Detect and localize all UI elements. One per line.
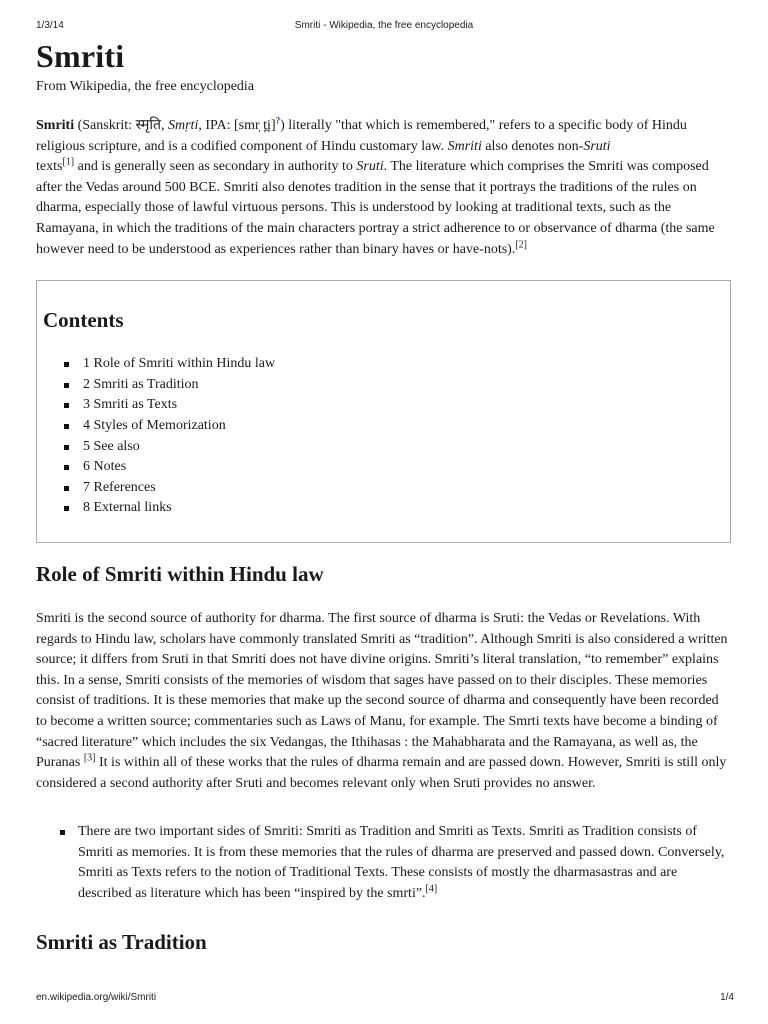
intro-italic: Smriti xyxy=(447,138,482,154)
toc-item-label: 1 Role of Smriti within Hindu law xyxy=(83,356,276,372)
bullet-icon xyxy=(64,465,69,470)
toc-item-label: 7 References xyxy=(83,479,156,495)
intro-term: Smriti xyxy=(36,118,75,133)
toc-item-label: 4 Styles of Memorization xyxy=(83,417,226,433)
section-paragraph xyxy=(36,609,733,794)
list-item-text: There are two important sides of Smriti: Smriti as Tradition and Smriti as Texts. Smriti as Tradition consists of Smriti as memories. It is from these memories that the rules of dharma are preserved and passed down. Conversely, Smriti as Texts refers to the notion of Traditional Texts. These consists of mostly the dharmasastras and are described as literature which has been “inspired by the smrti”. xyxy=(78,824,725,901)
transliteration: Smṛti xyxy=(168,118,199,133)
print-page-title: Smriti - Wikipedia, the free encyclopedia xyxy=(294,20,474,31)
section-heading-role: Role of Smriti within Hindu law xyxy=(36,562,324,586)
toc-item[interactable] xyxy=(62,354,275,375)
intro-text: ) literally "that which is remembered," refers to a specific body of Hindu religious scripture, and is a codified component of Hindu customary law. xyxy=(36,118,687,154)
reference-link-3[interactable]: [3] xyxy=(83,752,96,764)
reference-link-4[interactable]: [4] xyxy=(425,883,438,895)
list-item xyxy=(36,822,733,904)
toc-item-label: 2 Smriti as Tradition xyxy=(83,376,199,392)
intro-text: . The literature which comprises the Smriti was composed after the Vedas around 500 BCE. Smriti also denotes tradition in the sense that it portrays the traditions of the rules on dharma, especially those of lawful virtuous persons. This is understood by looking at traditional texts, such as the Ramayana, in which the traditions of the main characters portray a strict adherence to or observance of dharma (the same however need to be understood as experiences rather than binary haves or have-nots). xyxy=(36,159,715,257)
section-bullet-list xyxy=(36,822,733,904)
bullet-icon xyxy=(64,506,69,511)
bullet-icon xyxy=(64,486,69,491)
pronunciation-help-link[interactable]: ? xyxy=(275,115,281,126)
bullet-icon xyxy=(64,362,69,367)
paragraph-text: It is within all of these works that the rules of dharma remain and are passed down. However, Smriti is still only considered a second authority after Sruti and becomes relevant only when Sruti provides no answer. xyxy=(36,755,727,791)
article-title: Smriti xyxy=(36,38,125,74)
toc-item-label: 6 Notes xyxy=(83,459,127,475)
devanagari-word: स्मृति xyxy=(135,118,161,133)
toc-item[interactable] xyxy=(62,416,275,437)
toc-item[interactable] xyxy=(62,498,275,519)
toc-item[interactable] xyxy=(62,395,275,416)
intro-paragraph xyxy=(36,116,733,260)
toc-list xyxy=(62,354,275,519)
section-heading-tradition: Smriti as Tradition xyxy=(36,930,207,954)
table-of-contents xyxy=(36,280,731,543)
intro-text: texts xyxy=(36,159,63,175)
ipa-pronunciation: smr̩ t̪i xyxy=(238,118,271,133)
bullet-icon xyxy=(64,403,69,408)
intro-text: (Sanskrit: xyxy=(74,118,136,133)
toc-item-label: 5 See also xyxy=(83,438,140,454)
article xyxy=(36,36,733,954)
bullet-icon xyxy=(64,445,69,450)
toc-item[interactable] xyxy=(62,437,275,458)
intro-text: also denotes non- xyxy=(481,138,584,154)
print-footer xyxy=(0,992,768,1008)
paragraph-text: Smriti is the second source of authority for dharma. The first source of dharma is Sruti: the Vedas or Revelations. With regards to Hindu law, scholars have commonly translated Smriti as “tradition”. Although Smriti is also considered a written source; it differs from Sruti in that Smriti does not have divine origins. Smriti’s literal translation, “to remember” explains this. In a sense, Smriti consists of the memories of wisdom that sages have passed on to their disciples. These memories consist of traditions. It is these memories that make up the second source of dharma and consequently have been recorded to become a written source; commentaries such as Laws of Manu, for example. The Smrti texts have become a binding of “sacred literature” which includes the six Vedangas, the Ithihasas : the Mahabharata and the Ramayana, as well as, the Puranas xyxy=(36,611,728,771)
bullet-icon xyxy=(60,830,65,835)
reference-link-1[interactable]: [1] xyxy=(62,156,75,168)
page-number: 1/4 xyxy=(720,992,734,1003)
print-date: 1/3/14 xyxy=(36,20,64,31)
print-header xyxy=(0,14,768,30)
page-url: en.wikipedia.org/wiki/Smriti xyxy=(36,992,157,1003)
toc-item-label: 8 External links xyxy=(83,500,172,516)
bullet-icon xyxy=(64,424,69,429)
intro-text: , xyxy=(161,118,168,133)
article-tagline: From Wikipedia, the free encyclopedia xyxy=(36,79,255,94)
toc-item-label: 3 Smriti as Texts xyxy=(83,397,178,413)
intro-italic: Sruti xyxy=(356,159,384,175)
reference-link-2[interactable]: [2] xyxy=(515,238,527,250)
toc-item[interactable] xyxy=(62,457,275,478)
intro-text: ] xyxy=(270,118,276,133)
toc-item[interactable] xyxy=(62,375,275,396)
ipa-label: , IPA: [ xyxy=(198,118,239,133)
intro-text: and is generally seen as secondary in authority to xyxy=(74,159,357,175)
toc-heading: Contents xyxy=(43,308,124,333)
bullet-icon xyxy=(64,383,69,388)
intro-italic: Sruti xyxy=(583,138,611,154)
toc-item[interactable] xyxy=(62,478,275,499)
